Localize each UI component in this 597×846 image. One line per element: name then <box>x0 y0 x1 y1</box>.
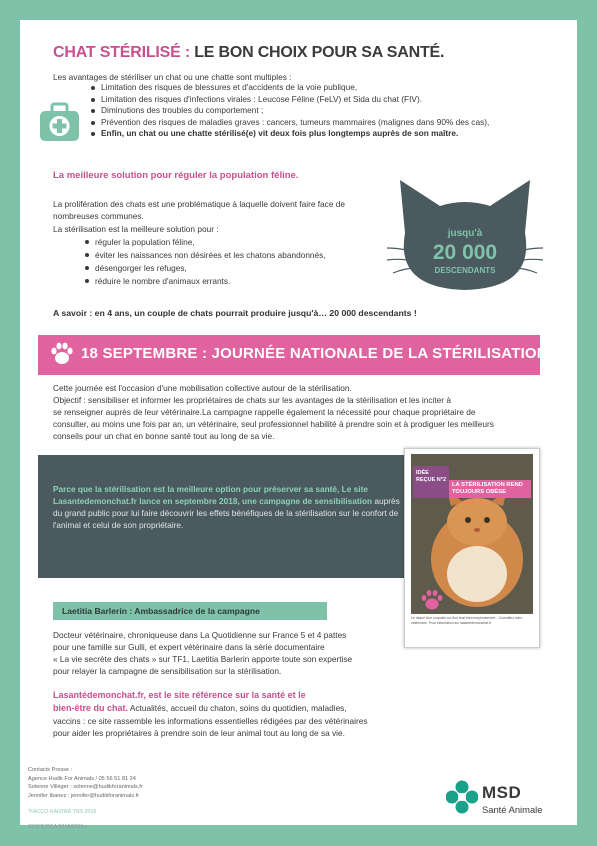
cat-head-illustration <box>385 178 545 303</box>
list-item: Diminutions des troubles du comportement ; <box>91 105 571 117</box>
journee-line: se renseigner auprès de leur vétérinaire.La campagne rappelle également la nécessité pour chaque propriétaire de <box>53 407 476 417</box>
intro-text: Les avantages de stériliser un chat ou une chatte sont multiples : <box>53 72 292 82</box>
poster-footer: Le risque d'un surpoids ou d'un chat bien moyennement... Consultez votre vétérinaire. Pour information sur lasantedemonchat.fr <box>411 616 523 625</box>
campaign-poster-thumbnail <box>404 448 540 648</box>
population-list <box>85 236 385 288</box>
journee-line: Objectif : sensibiliser et informer les propriétaires de chats sur les avantages de la stérilisation et les inciter à <box>53 395 451 405</box>
campaign-text: Parce que la stérilisation est la meilleure option pour préserver sa santé, Le site Lasantedemonchat.fr lance en septembre 2018, une campagne de sensibilisation auprès du grand public pour lui faire découvrir les effets bénéfiques de la stérilisation sur le confort de l'animal et celui de son propriétaire. <box>53 484 400 530</box>
site-heading: Lasantédemonchat.fr, est le site référence sur la santé et le <box>53 690 306 700</box>
list-item: éviter les naissances non désirées et les chatons abandonnés, <box>85 249 385 262</box>
poster-tag: IDÉE REÇUE N°2 <box>413 466 449 498</box>
banner-title: 18 SEPTEMBRE : JOURNÉE NATIONALE DE LA STÉRILISATION. <box>81 345 553 362</box>
journee-line: Cette journée est l'occasion d'une mobilisation collective autour de la stérilisation. <box>53 383 352 393</box>
brand-subtitle: Santé Animale <box>482 804 543 815</box>
list-item: désengorger les refuges, <box>85 262 385 275</box>
advantages-list <box>91 82 571 140</box>
source-reference: *FACCO-KANTAR TNS 2016 <box>28 809 97 815</box>
brand-name: MSD <box>482 783 522 802</box>
ambassador-line: « La vie secrète des chats » sur TF1, Laetitia Barlerin apporte toute son expertise <box>53 654 353 664</box>
ambassador-line: Docteur vétérinaire, chroniqueuse dans La Quotidienne sur France 5 et 4 pattes <box>53 630 347 640</box>
list-item: réduire le nombre d'animaux errants. <box>85 275 385 288</box>
poster-page <box>20 20 577 830</box>
msd-logo-icon <box>446 780 478 814</box>
journee-line: consulter, au moins une fois par an, un vétérinaire, seul professionnel habilité à prendre soin et à prodiguer les meilleurs <box>53 419 494 429</box>
page-title: CHAT STÉRILISÉ : LE BON CHOIX POUR SA SANTÉ. <box>53 44 445 61</box>
list-item: Limitation des risques d'infections virales : Leucose Féline (FeLV) et Sida du chat (FIV). <box>91 94 571 106</box>
section-banner <box>38 335 553 375</box>
paw-icon <box>49 341 75 367</box>
document-code: GP/FR/OCA/0318/0021a <box>28 824 87 830</box>
population-paragraph: La prolifération des chats est une problématique à laquelle doivent faire face de nombreuses communes. <box>53 199 345 221</box>
ambassador-line: pour relayer la campagne de sensibilisation sur la stérilisation. <box>53 666 282 676</box>
site-line: bien-être du chat. Actualités, accueil du chaton, soins du quotidien, maladies, <box>53 703 347 713</box>
press-contacts: Contacts Presse : Agence Hudik For Animals / 05 56 51 81 24 Solenne Villéger : solenne@hudikforanimals.fr Jennifer Ibanez : jennifer@hudikforanimals.fr <box>28 767 143 799</box>
cat-line3: DESCENDANTS <box>434 266 496 275</box>
list-item: Limitation des risques de blessures et d'accidents de la voie publique, <box>91 82 571 94</box>
ambassador-line: pour une famille sur Gulli, et expert vétérinaire dans la série documentaire <box>53 642 325 652</box>
a-savoir-text: A savoir : en 4 ans, un couple de chats pourrait produire jusqu'à… 20 000 descendants ! <box>53 308 417 318</box>
poster-headline: LA STÉRILISATION REND TOUJOURS OBÈSE <box>449 480 531 498</box>
cat-line1: jusqu'à <box>447 228 483 239</box>
paw-icon <box>419 589 445 611</box>
site-line: vaccins : ce site rassemble les informations essentielles rédigées par des vétérinaires <box>53 716 368 726</box>
site-line: pour aider les propriétaires à prendre soin de leur animal tout au long de sa vie. <box>53 728 345 738</box>
list-item: Enfin, un chat ou une chatte stérilisé(e) vit deux fois plus longtemps auprès de son maître. <box>91 128 571 140</box>
list-item: réguler la population féline, <box>85 236 385 249</box>
ambassador-label: Laetitia Barlerin : Ambassadrice de la campagne <box>53 602 327 620</box>
population-heading: La meilleure solution pour réguler la population féline. <box>53 170 299 181</box>
cat-number: 20 000 <box>432 241 498 264</box>
medical-kit-icon <box>38 101 81 143</box>
population-intro: La stérilisation est la meilleure solution pour : <box>53 224 219 234</box>
list-item: Prévention des risques de maladies graves : cancers, tumeurs mammaires (malignes dans 90% des cas), <box>91 117 571 129</box>
journee-line: conseils pour un chat en bonne santé tout au long de sa vie. <box>53 431 275 441</box>
